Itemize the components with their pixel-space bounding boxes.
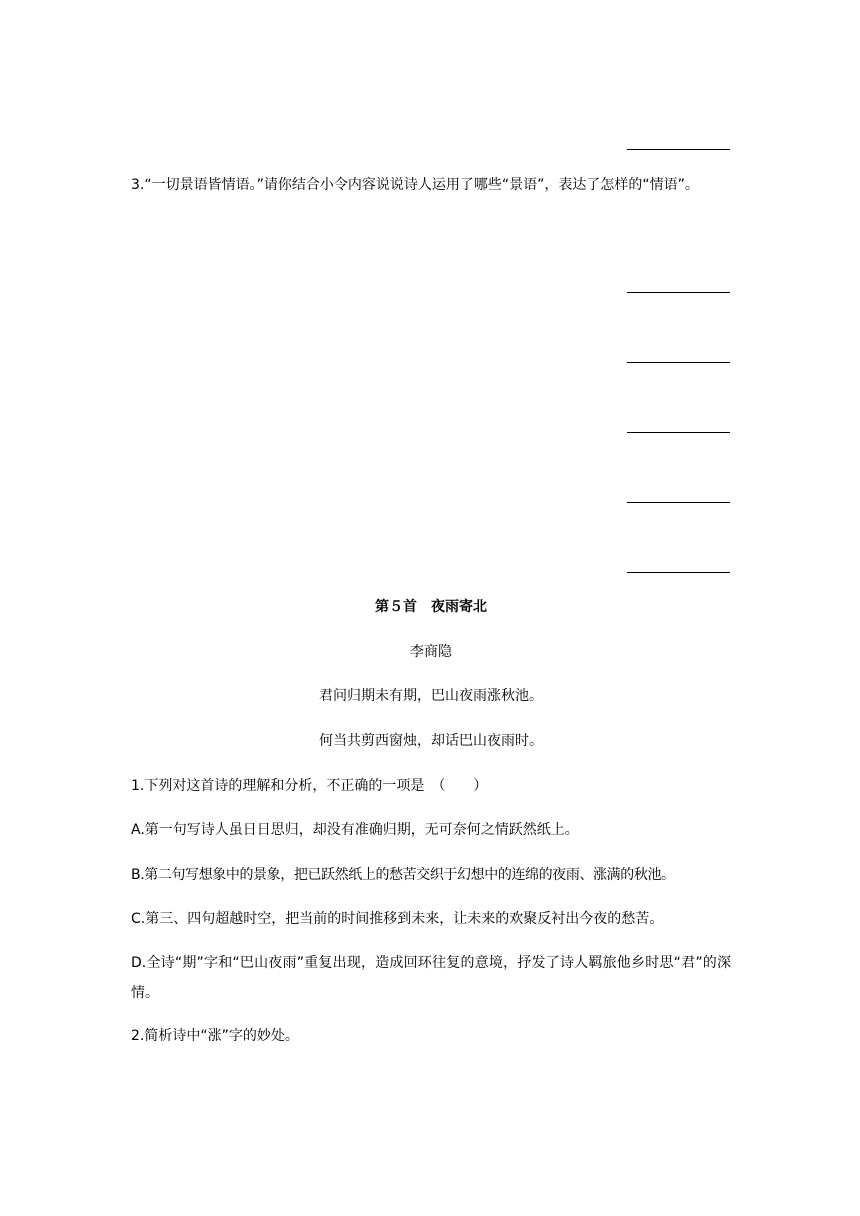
question-1-option-c: C.第三、四句超越时空，把当前的时间推移到未来，让未来的欢聚反衬出今夜的愁苦。 (131, 911, 664, 927)
question-1-option-b: B.第二句写想象中的景象，把已跃然纸上的愁苦交织于幻想中的连绵的夜雨、涨满的秋池。 (131, 867, 675, 883)
question-3-text: 3.“一切景语皆情语。”请你结合小令内容说说诗人运用了哪些“景语”，表达了怎样的“情语”。 (131, 177, 699, 193)
answer-line (627, 149, 730, 150)
answer-line (627, 292, 730, 293)
poem-line-2: 何当共剪西窗烛，却话巴山夜雨时。 (319, 733, 543, 749)
question-1-option-d: D.全诗“期”字和“巴山夜雨”重复出现，造成回环往复的意境，抒发了诗人羁旅他乡时思“君”的深情。 (131, 955, 731, 1001)
poem-title: 第５首 夜雨寄北 (375, 599, 487, 615)
question-1-option-a: A.第一句写诗人虽日日思归，却没有准确归期，无可奈何之情跃然纸上。 (131, 822, 579, 838)
answer-line (627, 502, 730, 503)
poem-author: 李商隐 (410, 644, 452, 660)
answer-line (627, 362, 730, 363)
poem-line-1: 君问归期未有期，巴山夜雨涨秋池。 (319, 688, 543, 704)
answer-line (627, 432, 730, 433)
question-2-text: 2.简析诗中“涨”字的妙处。 (131, 1028, 299, 1044)
answer-line (627, 572, 730, 573)
question-1-stem: 1.下列对这首诗的理解和分析，不正确的一项是 （ ） (131, 778, 488, 794)
